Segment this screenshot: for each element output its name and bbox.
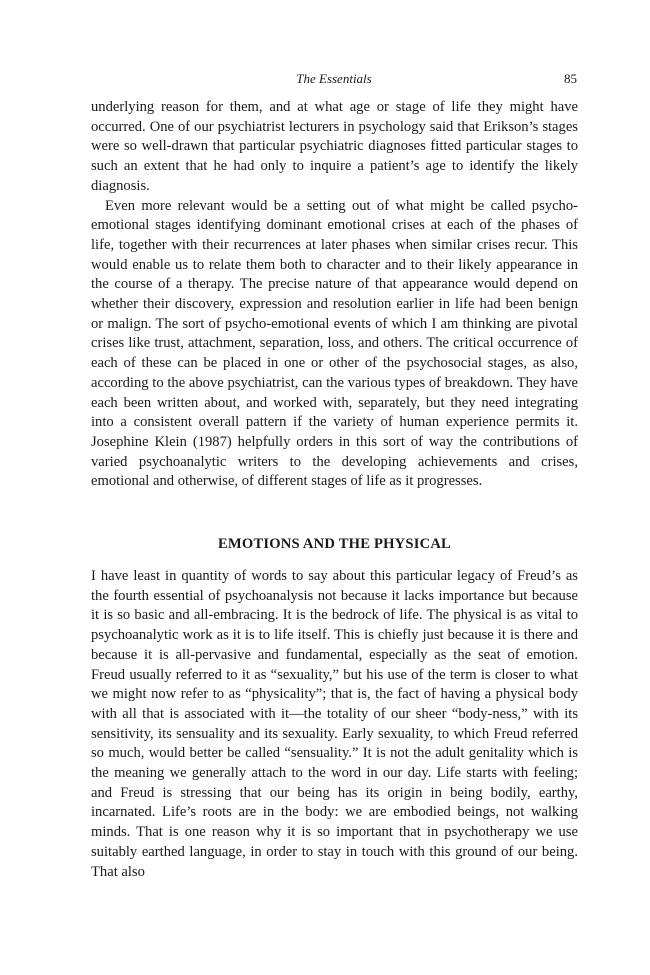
paragraph: Even more relevant would be a setting out of what might be called psycho-emotional stages identifying dominant emotional crises at each of the phases of life, together with their recurrences at later phases when similar crises recur. This would enable us to relate them both to character and to their likely appearance in the course of a therapy. The precise nature of that appearance would depend on whether their discovery, expression and resolution earlier in life had been benign or malign. The sort of psycho-emotional events of which I am thinking are pivotal crises like trust, attachment, separation, loss, and others. The critical occurrence of each of these can be placed in one or other of the psychosocial stages, as also, according to the above psychiatrist, can the various types of breakdown. They have each been written about, and worked with, separately, but they need integrating into a consistent overall pattern if the variety of human experience permits it. Josephine Klein (1987) helpfully orders in this sort of way the contributions of varied psychoanalytic writers to the developing achievements and crises, emotional and otherwise, of different stages of life as it progresses. bbox=[91, 197, 578, 490]
page-number: 85 bbox=[564, 71, 577, 86]
running-head bbox=[91, 70, 577, 88]
paragraph: I have least in quantity of words to say about this particular legacy of Freud’s as the fourth essential of psychoanalysis not because it lacks importance but because it is so basic and all-embracing. It is the bedrock of life. The physical is as vital to psychoanalytic work as it is to life itself. This is chiefly just because it is there and because it is all-pervasive and fundamental, especially as the seat of emotion. Freud usually referred to it as “sexuality,” but his use of the term is closer to what we might now refer to as “physicality”; that is, the fact of having a physical body with all that is associated with it—the totality of our sheer “body-ness,” with its sensitivity, its sensuality and its sexuality. Early sexuality, to which Freud referred so much, would better be called “sensuality.” It is not the adult genitality which is the meaning we generally attach to the word in our day. Life starts with feeling; and Freud is stressing that our being has its origin in being bodily, earthy, incarnated. Life’s roots are in the body: we are embodied beings, not walking minds. That is one reason why it is so important that in psychotherapy we use suitably earthed language, in order to stay in touch with this ground of our being. That also bbox=[91, 568, 578, 880]
section-heading: EMOTIONS AND THE PHYSICAL bbox=[217, 536, 451, 552]
text-block-upper bbox=[91, 98, 578, 492]
running-title: The Essentials bbox=[296, 71, 372, 86]
continuation-paragraph: underlying reason for them, and at what age or stage of life they might have occurred. One of our psychiatrist lecturers in psychology said that Erikson’s stages were so well-drawn that particular psychiatric diagnoses fitted particular stages to such an extent that he had only to inquire a patient’s age to identify the likely diagnosis. bbox=[91, 99, 578, 194]
text-block-lower bbox=[91, 567, 578, 882]
